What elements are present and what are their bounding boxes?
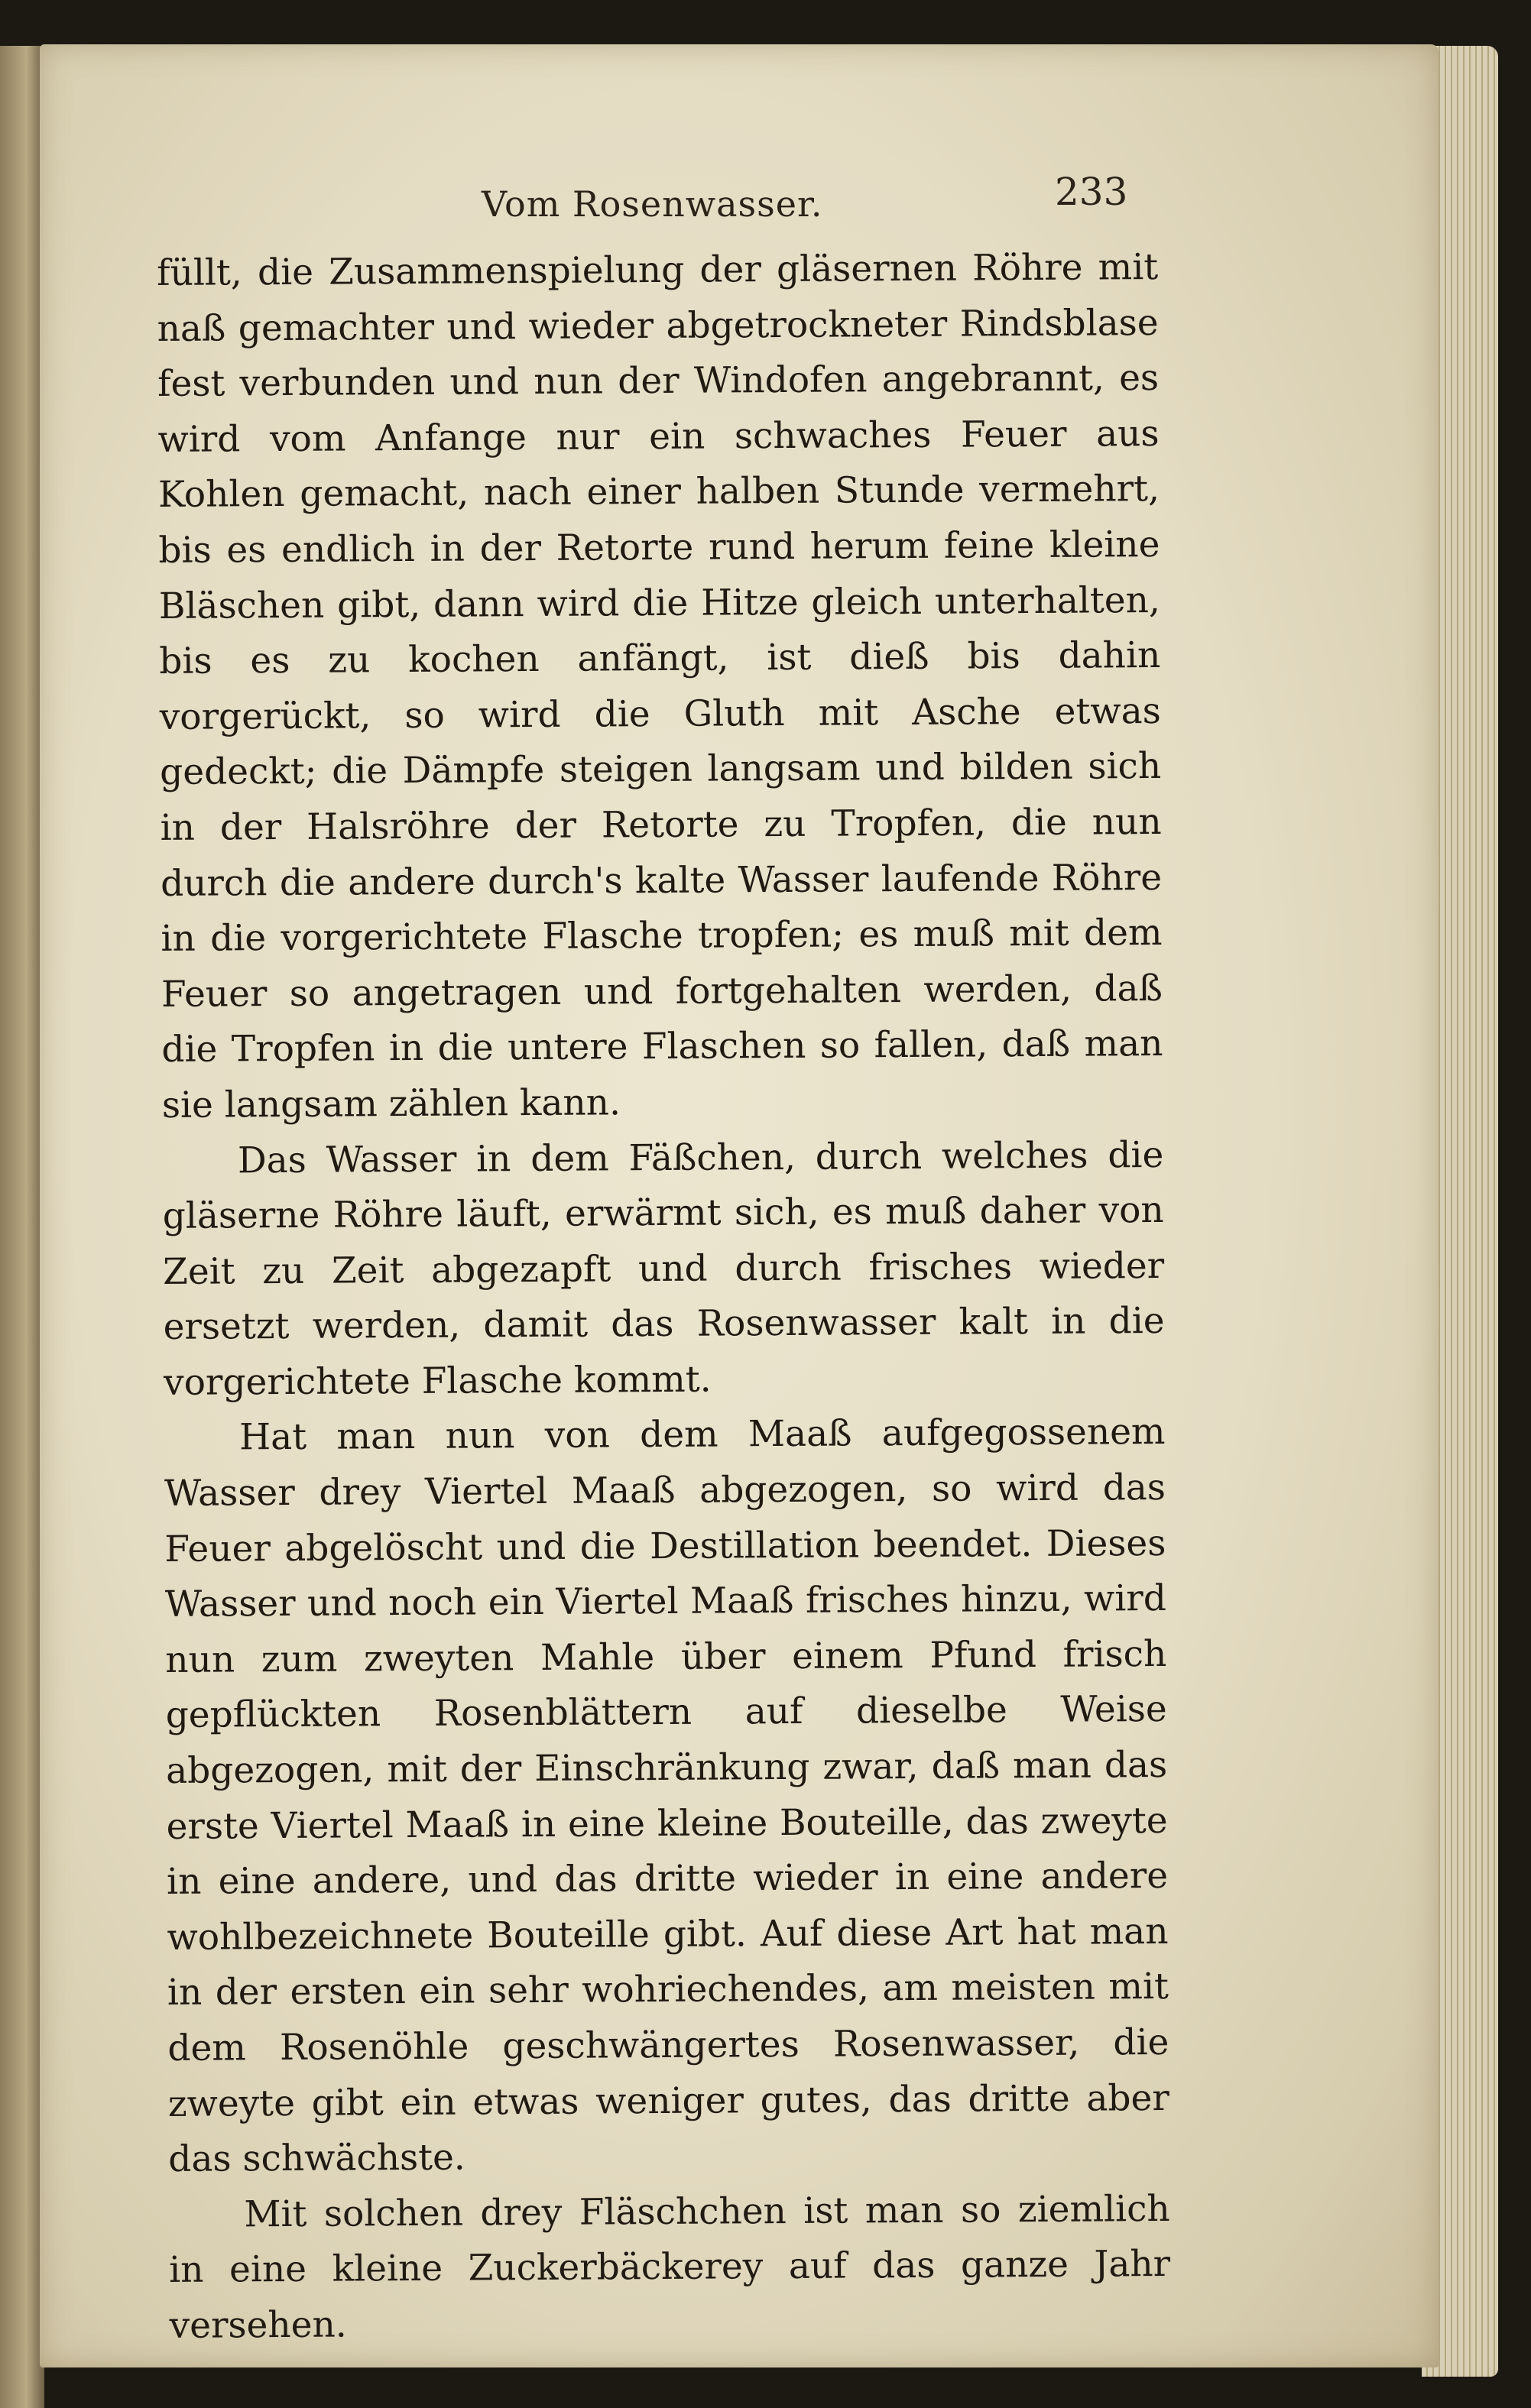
paragraph-2: Das Wasser in dem Fäßchen, durch welches die gläserne Röhre läuft, erwärmt sich, es muß daher von Zeit zu Zeit abgezapft und durch frisches wieder ersetzt werden, damit das Rosenwasser kalt in die vorgerichtete Flasche kommt. [162, 1133, 1165, 1404]
paragraph-3: Hat man nun von dem Maaß aufgegossenem Wasser drey Viertel Maaß abgezogen, so wird das Feuer abgelöscht und die Destillation beendet. Dieses Wasser und noch ein Viertel Maaß frisches hinzu, wird nun zum zweyten Mahle über einem Pfund frisch gepflückten Rosenblättern auf dieselbe Weise abgezogen, mit der Einschränkung zwar, daß man das erste Viertel Maaß in eine kleine Bouteille, das zweyte in eine andere, und das dritte wieder in eine andere wohlbezeichnete Bouteille gibt. Auf diese Art hat man in der ersten ein sehr wohriechendes, am meisten mit dem Rosenöhle geschwängertes Rosenwasser, die zweyte gibt ein etwas weniger gutes, das dritte aber das schwächste. [164, 1411, 1169, 2181]
paragraph-1: füllt, die Zusammenspielung der gläsernen Röhre mit naß gemachter und wieder abgetrockneter Rindsblase fest verbunden und nun der Windofen angebrannt, es wird vom Anfange nur ein schwaches Feuer aus Kohlen gemacht, nach einer halben Stunde vermehrt, bis es endlich in der Retorte rund herum feine kleine Bläschen gibt, dann wird die Hitze gleich unterhalten, bis es zu kochen anfängt, ist dieß bis dahin vorgerückt, so wird die Gluth mit Asche etwas gedeckt; die Dämpfe steigen langsam und bilden sich in der Halsröhre der Retorte zu Tropfen, die nun durch die andere durch's kalte Wasser laufende Röhre in die vorgerichtete Flasche tropfen; es muß mit dem Feuer so angetragen und fortgehalten werden, daß die Tropfen in die untere Flaschen so fallen, daß man sie langsam zählen kann. [157, 245, 1163, 1126]
paragraph-4: Mit solchen drey Fläschchen ist man so ziemlich in eine kleine Zuckerbäckerey auf das ganze Jahr versehen. [169, 2187, 1171, 2347]
page-number: 233 [1055, 170, 1128, 214]
left-page-edge [0, 46, 44, 2408]
body-text [157, 240, 1171, 2355]
running-head: Vom Rosenwasser. [482, 183, 823, 225]
